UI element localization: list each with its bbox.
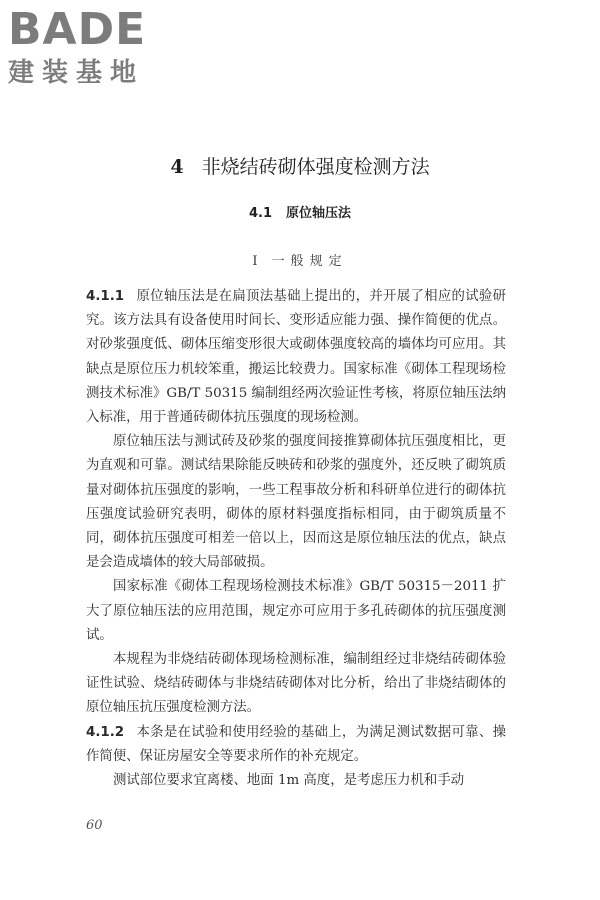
paragraph-text: 本规程为非烧结砖砌体现场检测标准，编制组经过非烧结砖砌体验证性试验、烧结砖砌体与非烧结砖砌体对比分析，给出了非烧结砌体的原位轴压抗压强度检测方法。 — [86, 652, 506, 716]
clause-number: 4.1.2 — [86, 724, 125, 740]
paragraph — [86, 285, 506, 430]
paragraph — [86, 769, 506, 793]
body-text — [86, 285, 506, 793]
page-number: 60 — [86, 818, 103, 833]
paragraph — [86, 648, 506, 721]
logo-wordmark: BADE — [8, 4, 147, 55]
subsection-number: Ⅰ — [252, 254, 258, 269]
subsection-title: 一般规定 — [271, 254, 348, 269]
paragraph-text: 本条是在试验和使用经验的基础上，为满足测试数据可靠、操作简便、保证房屋安全等要求所作的补充规定。 — [86, 724, 506, 764]
paragraph-text: 原位轴压法是在扁顶法基础上提出的，并开展了相应的试验研究。该方法具有设备使用时间长、变形适应能力强、操作简便的优点。对砂浆强度低、砌体压缩变形很大或砌体强度较高的墙体均可应用。其缺点是原位压力机较笨重，搬运比较费力。国家标准《砌体工程现场检测技术标准》GB/T 50315 编制组经两次验证性考核，将原位轴压法纳入标准，用于普通砖砌体抗压强度的现场检测。 — [86, 289, 506, 426]
chapter-heading — [0, 154, 600, 180]
publisher-logo — [8, 6, 178, 90]
section-heading — [0, 204, 600, 224]
paragraph-text: 测试部位要求宜离楼、地面 1m 高度，是考虑压力机和手动 — [113, 773, 465, 789]
paragraph-text: 原位轴压法与测试砖及砂浆的强度间接推算砌体抗压强度相比，更为直观和可靠。测试结果除能反映砖和砂浆的强度外，还反映了砌筑质量对砌体抗压强度的影响，一些工程事故分析和科研单位进行的砌体抗压强度试验研究表明，砌体的原材料强度指标相同，由于砌筑质量不同，砌体抗压强度可相差一倍以上，因而这是原位轴压法的优点，缺点是会造成墙体的较大局部破损。 — [86, 434, 506, 571]
chapter-number: 4 — [170, 156, 184, 178]
paragraph — [86, 721, 506, 769]
section-number: 4.1 — [248, 206, 272, 221]
section-title: 原位轴压法 — [286, 206, 352, 221]
chapter-title: 非烧结砖砌体强度检测方法 — [201, 156, 430, 178]
paragraph — [86, 575, 506, 648]
clause-number: 4.1.1 — [86, 289, 125, 304]
paragraph — [86, 430, 506, 575]
logo-subtitle: 建装基地 — [8, 58, 145, 88]
paragraph-text: 国家标准《砌体工程现场检测技术标准》GB/T 50315－2011 扩大了原位轴压法的应用范围，规定亦可应用于多孔砖砌体的抗压强度测试。 — [86, 579, 506, 643]
subsection-heading — [0, 252, 600, 272]
